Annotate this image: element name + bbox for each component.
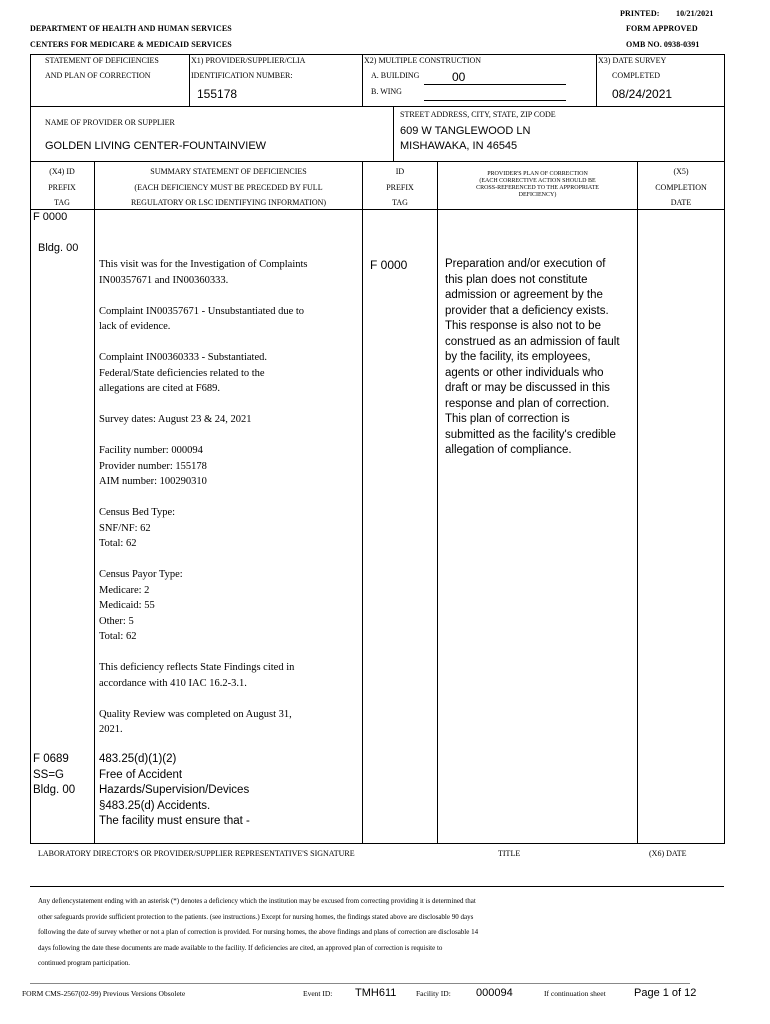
summary-paragraph (99, 567, 361, 645)
x4-header-line1: (X4) ID (49, 167, 75, 176)
id-header-line1: ID (395, 167, 405, 176)
summary-line: Census Bed Type: (99, 507, 176, 518)
summary-line: Complaint IN00360333 - Substantiated. (99, 352, 267, 363)
summary-paragraph (99, 505, 361, 552)
f689-line: §483.25(d) Accidents. (99, 799, 211, 812)
summary-line: Complaint IN00357671 - Unsubstantiated due to (99, 305, 305, 317)
title-label: TITLE (498, 849, 521, 858)
summary-paragraph (99, 443, 361, 490)
id-header-line3: TAG (392, 198, 408, 207)
f689-text (99, 752, 250, 830)
poc-line: allegation of compliance. (445, 444, 572, 456)
summary-line: This deficiency reflects State Findings cited in (99, 662, 295, 673)
wing-label: B. WING (371, 87, 402, 96)
form-number: FORM CMS-2567(02-99) Previous Versions Obsolete (22, 989, 186, 998)
poc-line: response and plan of correction. (445, 397, 610, 410)
omb-number: OMB NO. 0938-0391 (626, 40, 700, 49)
facility-id-value: 000094 (476, 987, 513, 999)
event-id-value: TMH611 (355, 987, 397, 999)
summary-statement (99, 257, 361, 753)
centers-name: CENTERS FOR MEDICARE & MEDICAID SERVICES (30, 40, 232, 49)
summary-line: accordance with 410 IAC 16.2-3.1. (99, 677, 247, 689)
summary-line: Census Payor Type: (99, 569, 183, 580)
poc-line: This response is also not to be (445, 320, 601, 332)
poc-line: submitted as the facility's credible (445, 428, 616, 441)
plan-of-correction-text (445, 257, 635, 459)
summary-line: Survey dates: August 23 & 24, 2021 (99, 414, 252, 425)
page-number: Page 1 of 12 (634, 987, 697, 999)
summary-line: Federal/State deficiencies related to the (99, 367, 265, 379)
f689-bldg: Bldg. 00 (33, 784, 76, 796)
summary-line: AIM number: 100290310 (99, 476, 207, 487)
continuation-label: If continuation sheet (544, 989, 606, 998)
date-survey-value: 08/24/2021 (612, 87, 673, 101)
statement-label-line2: AND PLAN OF CORRECTION (45, 71, 151, 80)
provider-name-label: NAME OF PROVIDER OR SUPPLIER (45, 118, 175, 127)
address-line2: MISHAWAKA, IN 46545 (400, 140, 518, 152)
disclaimer-line: following the date of survey whether or not a plan of correction is provided. For nursing homes, the above findings and plans of correction are disclosable 14 (38, 928, 479, 936)
poc-line: construed as an admission of fault (445, 335, 620, 348)
provider-id-label-line2: IDENTIFICATION NUMBER: (191, 71, 293, 80)
x4-header (30, 164, 94, 211)
address-line1: 609 W TANGLEWOOD LN (400, 125, 531, 137)
poc-header-line3: CROSS-REFERENCED TO THE APPROPRIATE (476, 185, 599, 191)
poc-line: agents or other individuals who (445, 366, 604, 379)
poc-line: admission or agreement by the (445, 289, 603, 301)
x6-date-label: (X6) DATE (649, 849, 687, 858)
f689-line: Hazards/Supervision/Devices (99, 784, 250, 796)
summary-line: IN00357671 and IN00360333. (99, 274, 229, 286)
summary-line: Facility number: 000094 (99, 445, 203, 456)
summary-line: lack of evidence. (99, 321, 171, 332)
event-id-label: Event ID: (303, 989, 333, 998)
summary-paragraph (99, 660, 361, 691)
provider-id-value: 155178 (197, 87, 238, 101)
summary-line: SNF/NF: 62 (99, 522, 151, 534)
x5-header-line1: (X5) (673, 167, 689, 176)
bldg-00: Bldg. 00 (38, 242, 79, 254)
summary-line: This visit was for the Investigation of Complaints (99, 259, 308, 270)
plan-of-correction-header (438, 171, 637, 199)
poc-line: this plan does not constitute (445, 273, 588, 286)
right-tag-f0000: F 0000 (370, 258, 408, 272)
f689-tag-block (33, 752, 75, 799)
summary-header (95, 164, 362, 211)
summary-line: Provider number: 155178 (99, 460, 207, 472)
poc-line: Preparation and/or execution of (445, 258, 606, 270)
summary-line: Total: 62 (99, 538, 137, 549)
statement-label-line1: STATEMENT OF DEFICIENCIES (45, 56, 159, 65)
facility-id-label: Facility ID: (416, 989, 451, 998)
summary-line: Other: 5 (99, 615, 134, 627)
printed-label: PRINTED: (620, 9, 660, 18)
summary-line: allegations are cited at F689. (99, 383, 221, 394)
building-label: A. BUILDING (371, 71, 420, 80)
disclaimer-line: Any defiencystatement ending with an asterisk (*) denotes a deficiency which the institution may be excused from correcting providing it is determined that (38, 897, 476, 905)
poc-header-line2: (EACH CORRECTIVE ACTION SHOULD BE (479, 178, 596, 184)
summary-paragraph (99, 412, 361, 428)
x4-header-line3: TAG (54, 198, 70, 207)
summary-line: Medicare: 2 (99, 584, 150, 596)
summary-paragraph (99, 707, 361, 738)
disclaimer (38, 894, 718, 972)
x4-header-line2: PREFIX (48, 182, 76, 192)
id-header (363, 164, 437, 211)
poc-line: This plan of correction is (445, 413, 570, 425)
poc-header-line4: DEFICIENCY) (518, 192, 557, 198)
signature-label: LABORATORY DIRECTOR'S OR PROVIDER/SUPPLIER REPRESENTATIVE'S SIGNATURE (38, 849, 355, 858)
completed-label: COMPLETED (612, 71, 660, 80)
summary-header-line2: (EACH DEFICIENCY MUST BE PRECEDED BY FULL (134, 182, 323, 192)
disclaimer-line: other safeguards provide sufficient protection to the patients. (see instructions.) Except for nursing homes, the findings stated above are disclosable 90 days (38, 912, 474, 921)
summary-line: Quality Review was completed on August 31, (99, 708, 292, 720)
disclaimer-line: days following the date these documents are made available to the facility. If deficiencies are cited, an approved plan of correction is requisite to (38, 943, 443, 952)
summary-line: Medicaid: 55 (99, 600, 155, 611)
poc-header-line1: PROVIDER'S PLAN OF CORRECTION (487, 171, 588, 177)
summary-header-line1: SUMMARY STATEMENT OF DEFICIENCIES (150, 167, 307, 176)
x5-header-line3: DATE (670, 198, 692, 207)
provider-id-label-line1: X1) PROVIDER/SUPPLIER/CLIA (191, 56, 306, 65)
date-survey-label: X3) DATE SURVEY (598, 56, 667, 65)
x5-header-line2: COMPLETION (655, 182, 707, 192)
department-name: DEPARTMENT OF HEALTH AND HUMAN SERVICES (30, 24, 232, 33)
printed-date: 10/21/2021 (676, 9, 714, 18)
poc-line: draft or may be discussed in this (445, 382, 610, 394)
disclaimer-line: continued program participation. (38, 959, 130, 967)
building-value: 00 (452, 70, 466, 84)
form-approved: FORM APPROVED (626, 24, 698, 33)
summary-line: Total: 62 (99, 631, 137, 642)
id-header-line2: PREFIX (386, 182, 414, 192)
poc-line: by the facility, its employees, (445, 351, 591, 363)
summary-paragraph (99, 350, 361, 397)
x5-header (638, 164, 724, 211)
provider-name-value: GOLDEN LIVING CENTER-FOUNTAINVIEW (45, 140, 267, 152)
f689-line: The facility must ensure that - (99, 815, 250, 827)
f689-line: 483.25(d)(1)(2) (99, 753, 177, 765)
summary-line: 2021. (99, 724, 123, 735)
tag-f0000: F 0000 (33, 211, 68, 223)
tag-f0689: F 0689 (33, 753, 69, 765)
poc-line: provider that a deficiency exists. (445, 304, 609, 317)
address-label: STREET ADDRESS, CITY, STATE, ZIP CODE (400, 110, 556, 119)
summary-paragraph (99, 304, 361, 335)
summary-header-line3: REGULATORY OR LSC IDENTIFYING INFORMATION) (130, 198, 327, 207)
severity-ss: SS=G (33, 768, 65, 781)
multiple-construction-label: X2) MULTIPLE CONSTRUCTION (364, 56, 482, 65)
f689-line: Free of Accident (99, 768, 183, 781)
summary-paragraph (99, 257, 361, 288)
